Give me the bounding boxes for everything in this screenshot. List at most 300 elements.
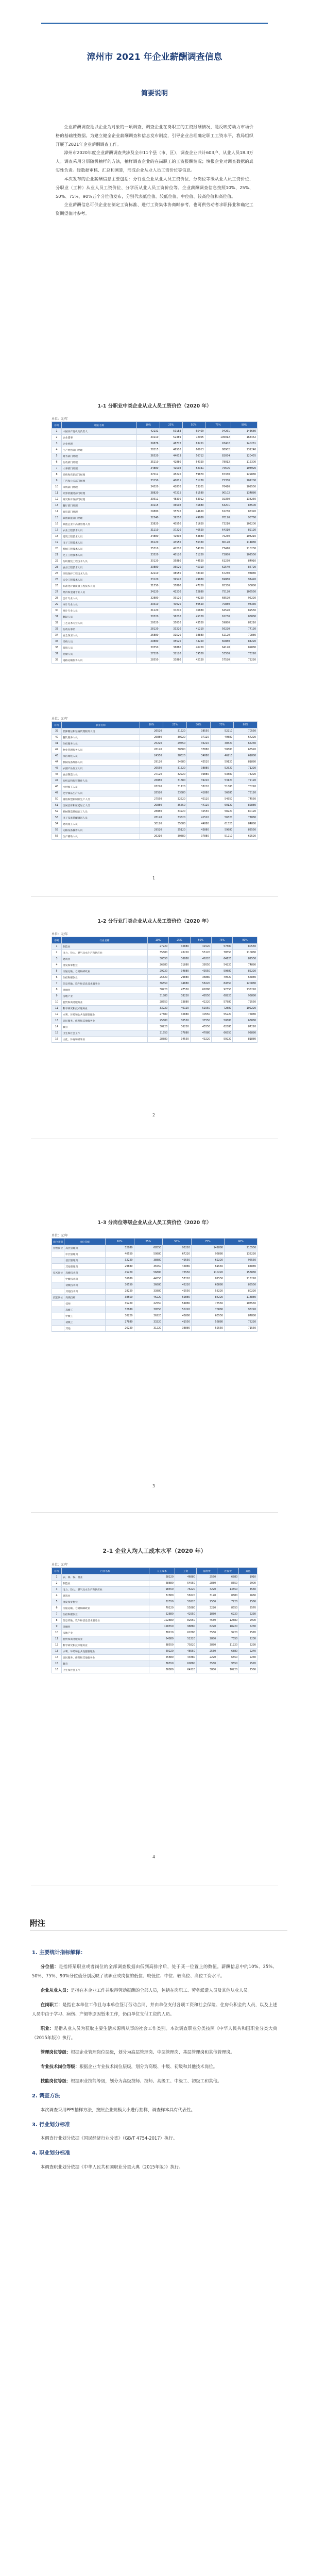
table-cell: 35220 [105, 1301, 134, 1307]
table-cell: 30550 [169, 1018, 190, 1024]
table-cell: 31 [52, 614, 62, 620]
table-cell: 120880 [233, 981, 258, 987]
table-cell: 87220 [233, 1024, 258, 1030]
table-cell: 30880 [163, 834, 187, 840]
table-cell: 78550 [211, 950, 232, 956]
table-cell: 25880 [147, 1018, 168, 1024]
table-cell: 2 [52, 950, 62, 956]
table-cell: 28520 [140, 790, 163, 796]
page-number: 3 [152, 1484, 156, 1488]
table-cell: 33520 [163, 815, 187, 821]
table-cell: 56880 [191, 1319, 224, 1326]
table-cell: 51220 [182, 552, 205, 558]
table-header-row [52, 722, 258, 728]
table-cell: 生产辅助人员 [62, 834, 140, 840]
table4-unit: 单位：元/年 [52, 1563, 68, 1567]
table-cell: 2900 [239, 1581, 258, 1587]
table-cell: 45120 [182, 614, 205, 620]
notes-paragraph [32, 2000, 277, 2019]
table-cell: 25 [52, 577, 62, 583]
table-cell: 115220 [224, 1276, 257, 1282]
table-cell: 65330 [205, 583, 231, 589]
table-row [52, 589, 258, 596]
notes-paragraph: 本调查行业划分依据《国民经济行业分类》（GB/T 4754-2017）执行。 [40, 2136, 178, 2141]
table-cell: 49220 [182, 596, 205, 602]
table-cell: 其他管理岗 [64, 1264, 106, 1270]
table-cell: 70220 [149, 1605, 175, 1612]
table-cell: 32220 [105, 1258, 134, 1264]
table-cell: 橡胶和塑料制品生产人员 [62, 796, 140, 803]
table-cell: 72005 [182, 435, 205, 441]
table-cell: 48520 [210, 741, 234, 747]
table-cell: 32540 [137, 515, 160, 521]
table-cell: 20 [52, 546, 62, 552]
table-cell: 38820 [137, 490, 160, 497]
table-row [52, 987, 258, 993]
column-header: 序号 [52, 937, 62, 944]
table-cell: 70120 [205, 515, 231, 521]
table-cell: 56712 [182, 453, 205, 460]
table-cell: 39210 [160, 515, 182, 521]
table-cell: 143680 [231, 429, 258, 435]
column-header: 10% [105, 1239, 134, 1245]
table-cell: 30 [52, 608, 62, 614]
table-cell [52, 1264, 64, 1270]
table-cell: 水利、环境和公共设施管理业 [62, 1649, 149, 1655]
table-cell: 138250 [231, 497, 258, 503]
table-cell: 35550 [163, 803, 187, 809]
table-cell: 98760 [231, 515, 258, 521]
table-cell: 142880 [191, 1245, 224, 1251]
doc-subtitle: 简要说明 [141, 90, 168, 97]
table-cell: 86720 [231, 565, 258, 571]
table-row [52, 766, 258, 772]
table-row [52, 1326, 258, 1332]
table-cell: 47880 [190, 1030, 211, 1037]
table-cell: 信息传输、软件和信息技术服务业 [62, 981, 148, 987]
table-cell: 43520 [187, 759, 211, 766]
table2-title: 1-2 分行业门类企业从业人员工资价位（2020 年） [97, 919, 212, 924]
table-cell: 17 [52, 528, 62, 534]
table-cell: 43520 [182, 620, 205, 626]
table-cell: 30220 [163, 735, 187, 741]
table-cell: 102880 [149, 1618, 175, 1624]
column-header: 25% [163, 722, 187, 728]
table-cell: 28120 [137, 626, 160, 633]
table-cell: 科学研究和技术服务业 [62, 1006, 148, 1012]
column-header: 90% [224, 1239, 257, 1245]
table-cell: 31550 [137, 583, 160, 589]
table-cell: 41502 [160, 466, 182, 472]
table-cell: 38880 [134, 1258, 163, 1264]
table-cell: 41902 [160, 534, 182, 540]
table-cell: 52389 [160, 435, 182, 441]
table-cell: 158880 [224, 1270, 257, 1276]
table-row [52, 796, 258, 803]
column-header: 职业名称 [62, 422, 137, 429]
table-cell: 76410 [205, 484, 231, 490]
table-row [52, 950, 258, 956]
table-cell: 45880 [182, 503, 205, 509]
table-cell: 40120 [187, 796, 211, 803]
table-cell: 66550 [211, 1030, 232, 1037]
table-cell: 40550 [105, 1251, 134, 1258]
table-cell: 34220 [163, 809, 187, 815]
table-cell: 8550 [217, 1605, 239, 1612]
table-cell: 2560 [239, 1599, 258, 1605]
table-cell: 37880 [187, 834, 211, 840]
table-cell: 74550 [234, 796, 258, 803]
table-cell: 29880 [105, 1264, 134, 1270]
table-row [52, 753, 258, 759]
table-cell: 31220 [137, 608, 160, 614]
column-header: 25% [134, 1239, 163, 1245]
table-cell: 78120 [234, 790, 258, 796]
table-cell: 38 [52, 657, 62, 664]
table-cell [52, 1289, 64, 1295]
table-cell: 54 [52, 821, 62, 827]
table-cell: 108210 [231, 534, 258, 540]
table-cell: 67220 [234, 735, 258, 741]
table-cell: 29520 [140, 827, 163, 834]
table-cell: 55880 [149, 1655, 175, 1661]
table-cell: 35520 [160, 639, 182, 645]
table-cell: 57880 [211, 944, 232, 950]
table-cell: 79220 [231, 657, 258, 664]
table-cell: 84880 [224, 1264, 257, 1270]
table-cell: 55 [52, 827, 62, 834]
table-cell: 71220 [234, 766, 258, 772]
table-cell: 9 [52, 478, 62, 484]
table-cell: 36210 [187, 741, 211, 747]
table-cell: 8 [52, 1618, 62, 1624]
table-cell: 28120 [140, 815, 163, 821]
page-number: 2 [152, 1113, 156, 1117]
table-cell: 营销人员 [62, 645, 137, 651]
table-cell: 中国共产党机关负责人 [62, 429, 137, 435]
table-cell: 3120 [196, 1593, 217, 1599]
table-cell: 56330 [182, 540, 205, 546]
table-cell: 22 [52, 558, 62, 565]
table-cell: 30880 [137, 565, 160, 571]
table-cell: 33880 [134, 1289, 163, 1295]
table-row [52, 534, 258, 540]
table-cell: 餐饮服务人员 [62, 735, 140, 741]
table-cell: 37210 [160, 608, 182, 614]
table-cell: 初级工 [64, 1319, 106, 1326]
notes-heading: 2. 调查方法 [32, 2093, 60, 2099]
table-cell [52, 1313, 64, 1319]
column-header: 50% [187, 722, 211, 728]
table-cell: 93402 [205, 441, 231, 447]
table-cell: 54120 [182, 546, 205, 552]
column-header: 岗位等级 [64, 1239, 106, 1245]
table-cell: 36880 [160, 645, 182, 651]
table-cell: 28550 [137, 657, 160, 664]
notes-paragraph [32, 1986, 277, 1995]
term-text: 是指从业人员为获取主要生活来源所从事的社会工作类别。本次调查职业分类按照《中华人民共和国职业分类大典（2015年版）》执行。 [32, 2025, 278, 2040]
table-cell: 50183 [160, 429, 182, 435]
table-cell: 30550 [137, 645, 160, 651]
table-row [52, 944, 258, 950]
table-cell: 38220 [147, 987, 168, 993]
table-cell: 26220 [140, 784, 163, 790]
table-cell: 37120 [187, 735, 211, 741]
table-cell: 信息传输、软件和信息技术服务业 [62, 1618, 149, 1624]
table-cell: 26520 [140, 728, 163, 735]
table-row [52, 1624, 258, 1630]
table-cell: 48320 [182, 571, 205, 577]
intro-paragraph: 本次发布的企业薪酬信息主要包括：分行业企业从业人员工资价位、分岗位等级从业人员工资价位、分职业（工种）从业人员工资价位、分学历从业人员工资价位等。企业薪酬调查信息按照10%、25%、50%、75%、90%五个分位值发布，分别代表低位值、较低位值、中位值、较高位值和高位值。 [56, 176, 253, 199]
table-row [52, 565, 258, 571]
table-cell: 财务部门经理 [62, 453, 137, 460]
table-cell: 生产经营部门经理 [62, 447, 137, 453]
table-row [52, 1264, 258, 1270]
header-rule [41, 23, 268, 24]
table-cell: 4550 [196, 1618, 217, 1624]
table-cell: 化学制品生产人员 [62, 790, 140, 796]
table-row [52, 778, 258, 784]
table-cell: 76230 [205, 534, 231, 540]
table-cell: 36880 [190, 975, 211, 981]
table-cell: 15 [52, 515, 62, 521]
table-cell: 51 [52, 803, 62, 809]
table-cell: 机械设备维修人员 [62, 759, 140, 766]
table-cell: 48 [52, 784, 62, 790]
table-cell: 运输设备操作人员 [62, 827, 140, 834]
table-cell: 3220 [196, 1605, 217, 1612]
table-cell: 35310 [137, 546, 160, 552]
table-row [52, 1593, 258, 1599]
table-cell: 高级工 [64, 1307, 106, 1313]
table-cell: 3880 [196, 1667, 217, 1673]
table-cell: 77550 [191, 1301, 224, 1307]
table-cell: 44650 [182, 509, 205, 515]
table-cell: 102550 [231, 552, 258, 558]
table-cell: 45 [52, 766, 62, 772]
table-cell: 40011 [160, 478, 182, 484]
table-cell: 31880 [169, 962, 190, 969]
table-cell: 61550 [191, 1264, 224, 1270]
table-cell: 69520 [234, 834, 258, 840]
table-row [52, 772, 258, 778]
table-cell: 1880 [196, 1612, 217, 1618]
table-cell: 住宿服务人员 [62, 741, 140, 747]
table-cell: 68880 [233, 1018, 258, 1024]
table-cell: 75506 [205, 466, 231, 472]
table-cell: 51230 [182, 478, 205, 484]
table-row [52, 975, 258, 981]
table-cell: 96550 [224, 1258, 257, 1264]
table-cell: 62230 [205, 614, 231, 620]
table-cell: 37880 [160, 583, 182, 589]
table-row [52, 515, 258, 521]
table-cell: 64220 [175, 1667, 196, 1673]
table-cell: 34 [52, 633, 62, 639]
table-cell: 50880 [211, 1018, 232, 1024]
table-cell: 33220 [160, 626, 182, 633]
table-cell: 6 [52, 1605, 62, 1612]
table-cell: 44 [52, 759, 62, 766]
table-cell: 36502 [160, 503, 182, 509]
column-header: 75% [205, 422, 231, 429]
table-row [52, 552, 258, 558]
table-cell: 47220 [182, 583, 205, 589]
table-cell: 32120 [160, 651, 182, 657]
table-cell: 35 [52, 639, 62, 645]
table-cell: 11 [52, 1636, 62, 1642]
table-cell: 9550 [217, 1661, 239, 1667]
page-number: 4 [152, 1855, 156, 1859]
table-cell: 道路运输服务人员 [62, 657, 137, 664]
table-cell: 59880 [163, 1295, 192, 1301]
table-header-row [52, 422, 258, 429]
table-cell: 80120 [205, 540, 231, 546]
table-cell: 59120 [210, 759, 234, 766]
table-cell: 28 [52, 596, 62, 602]
table-cell: 30550 [147, 956, 168, 962]
table-cell: 23 [52, 565, 62, 571]
table-cell: 34880 [163, 759, 187, 766]
table-cell: 54550 [175, 1581, 196, 1587]
table-cell: 2230 [239, 1636, 258, 1642]
table-cell: 36210 [160, 614, 182, 620]
table-row [52, 1289, 258, 1295]
table-cell: 住宿和餐饮业 [62, 1612, 149, 1618]
table-cell: 46 [52, 772, 62, 778]
table-cell: 4560 [239, 1587, 258, 1593]
table-row [52, 460, 258, 466]
table-cell: 39220 [187, 778, 211, 784]
table-row [52, 834, 258, 840]
table-cell: 30550 [105, 1282, 134, 1289]
table-header-row [52, 1568, 258, 1574]
table-cell: 36880 [105, 1276, 134, 1282]
table-cell: 33120 [137, 577, 160, 583]
table-cell: 37880 [169, 1030, 190, 1037]
table-cell: 63012 [182, 497, 205, 503]
table-cell: 高级技师 [64, 1295, 106, 1301]
table-cell: 27220 [137, 651, 160, 657]
table-cell: 34520 [137, 484, 160, 490]
table-cell: 4 [52, 1593, 62, 1599]
table-cell: 26220 [105, 1326, 134, 1332]
table-cell: 82880 [234, 803, 258, 809]
table-cell: 62550 [149, 1599, 175, 1605]
table-cell: 42210 [160, 546, 182, 552]
table-cell: 110880 [233, 950, 258, 956]
term-label: 企业从业人员： [40, 1987, 71, 1993]
table-cell: 金融业 [62, 987, 148, 993]
table-cell: 70220 [234, 784, 258, 790]
table-cell [52, 1319, 64, 1326]
table-row [52, 645, 258, 651]
table-cell: 58220 [190, 981, 211, 987]
table-cell: 41880 [187, 790, 211, 796]
table-cell: 84220 [231, 639, 258, 645]
table-cell: 73220 [231, 651, 258, 657]
table-cell: 57520 [205, 657, 231, 664]
table-cell: 56 [52, 834, 62, 840]
notes-heading: 1. 主要统计指标解释： [32, 1950, 86, 1956]
column-header: 90% [234, 722, 258, 728]
table-cell: 18220 [217, 1624, 239, 1630]
table-cell: 50220 [175, 1599, 196, 1605]
table-cell: 机械制造基础加工人员 [62, 809, 140, 815]
table-cell: 98220 [224, 1307, 257, 1313]
table-cell: 87880 [224, 1313, 257, 1319]
table-cell: 采购部门经理 [62, 484, 137, 490]
table-cell: 54320 [182, 460, 205, 466]
table-row [52, 784, 258, 790]
table-cell: 93880 [231, 571, 258, 577]
table-cell: 40550 [160, 521, 182, 528]
term-text: 根据企业专业技术岗位层级，划分为高级、中级、初级和其他技术岗位。 [79, 2064, 218, 2069]
table-cell: 44880 [187, 821, 211, 827]
table-cell: 2550 [196, 1649, 217, 1655]
table-row [52, 790, 258, 796]
table-cell: 138220 [224, 1251, 257, 1258]
table-cell: 37012 [137, 472, 160, 478]
table-cell: 3230 [239, 1642, 258, 1649]
table-cell: 90102 [205, 490, 231, 497]
table-row [52, 1251, 258, 1258]
column-header: 90% [231, 422, 258, 429]
table-cell: 制造业 [62, 944, 148, 950]
table-cell: 9220 [217, 1630, 239, 1636]
table-cell: 63221 [182, 441, 205, 447]
table-cell: 49 [52, 790, 62, 796]
table-cell: 16 [52, 1037, 62, 1043]
table-cell: 6550 [217, 1655, 239, 1661]
table-cell: 88550 [149, 1642, 175, 1649]
table-row [52, 1012, 258, 1018]
table4 [52, 1567, 258, 1673]
table-cell: 98550 [149, 1587, 175, 1593]
table-cell: 34550 [169, 1037, 190, 1043]
table-cell: 4 [52, 447, 62, 453]
table-cell: 60120 [210, 803, 234, 809]
column-header: 25% [160, 422, 182, 429]
table-cell: 85320 [231, 509, 258, 515]
table-cell: 建筑工程技术人员 [62, 534, 137, 540]
table-cell: 43220 [190, 1037, 211, 1043]
table-cell: 81880 [234, 759, 258, 766]
column-header: 75% [191, 1239, 224, 1245]
table-cell: 85880 [231, 614, 258, 620]
table-cell: 101200 [231, 478, 258, 484]
table-cell: 65230 [234, 741, 258, 747]
table-cell: 教育 [62, 1024, 148, 1030]
table-cell: 77410 [205, 546, 231, 552]
table-cell: 37880 [187, 747, 211, 753]
table-cell: 69880 [205, 577, 231, 583]
table-cell: 教育 [62, 1661, 149, 1667]
table-cell: 审计专业人员 [62, 602, 137, 608]
table-cell: 6880 [217, 1649, 239, 1655]
table-cell: 84550 [211, 981, 232, 987]
table-cell [52, 1251, 64, 1258]
table-cell: 33510 [137, 602, 160, 608]
table-cell: 房地产业 [62, 1630, 149, 1636]
table-cell: 75880 [233, 1012, 258, 1018]
table-cell: 82210 [231, 620, 258, 626]
table-cell: 129880 [231, 472, 258, 478]
table-cell: 27120 [140, 772, 163, 778]
notes-paragraph [32, 2076, 277, 2086]
table-cell: 72880 [149, 1593, 175, 1599]
table-cell: 26 [52, 583, 62, 589]
